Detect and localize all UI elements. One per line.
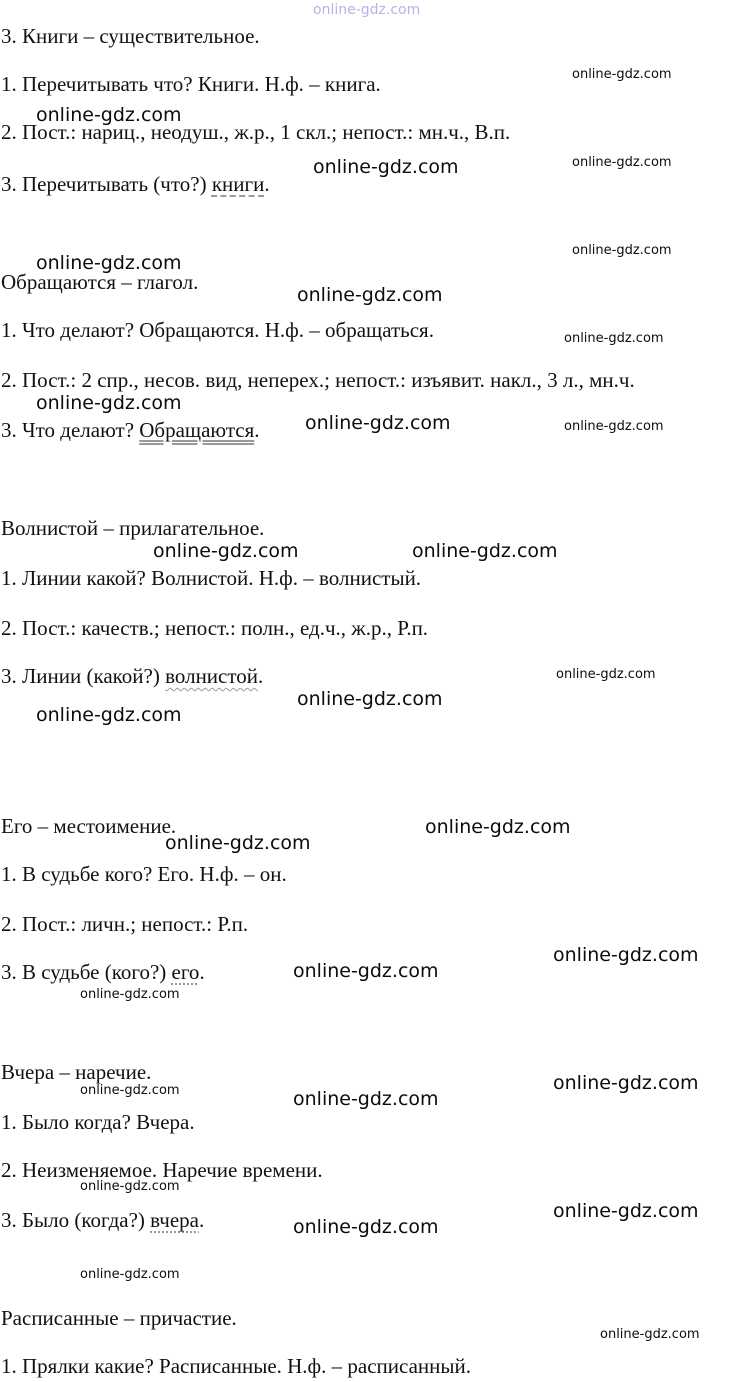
watermark: online-gdz.com xyxy=(80,1179,180,1194)
watermark: online-gdz.com xyxy=(572,243,672,258)
watermark: online-gdz.com xyxy=(80,1267,180,1282)
analysis-line: 1. Прялки какие? Расписанные. Н.ф. – расписанный. xyxy=(1,1354,471,1378)
underlined-word: вчера xyxy=(150,1208,199,1232)
watermark: online-gdz.com xyxy=(36,104,182,126)
watermark: online-gdz.com xyxy=(425,816,571,838)
line-prefix: 3. Было (когда?) xyxy=(1,1208,151,1232)
analysis-line: 2. Пост.: нариц., неодуш., ж.р., 1 скл.; непост.: мн.ч., В.п. xyxy=(1,120,511,144)
watermark: online-gdz.com xyxy=(293,1216,439,1238)
watermark: online-gdz.com xyxy=(412,540,558,562)
underlined-word: книги xyxy=(211,172,265,196)
watermark: online-gdz.com xyxy=(553,944,699,966)
analysis-line: 1. В судьбе кого? Его. Н.ф. – он. xyxy=(1,862,287,886)
analysis-line xyxy=(1,960,205,984)
underlined-word: Обращаются xyxy=(139,418,255,442)
watermark: online-gdz.com xyxy=(297,284,443,306)
line-suffix: . xyxy=(254,418,260,442)
watermark: online-gdz.com xyxy=(553,1200,699,1222)
watermark: online-gdz.com xyxy=(313,2,421,18)
line-suffix: . xyxy=(199,1208,205,1232)
analysis-line xyxy=(1,1208,204,1232)
analysis-line: 2. Неизменяемое. Наречие времени. xyxy=(1,1158,323,1182)
watermark: online-gdz.com xyxy=(564,419,664,434)
watermark: online-gdz.com xyxy=(556,667,656,682)
line-suffix: . xyxy=(264,172,270,196)
watermark: online-gdz.com xyxy=(80,987,180,1002)
analysis-line: 1. Было когда? Вчера. xyxy=(1,1110,195,1134)
watermark: online-gdz.com xyxy=(153,540,299,562)
analysis-line: 2. Пост.: 2 спр., несов. вид, неперех.; непост.: изъявит. накл., 3 л., мн.ч. xyxy=(1,368,635,392)
section-heading: Расписанные – причастие. xyxy=(1,1306,237,1330)
watermark: online-gdz.com xyxy=(313,156,459,178)
watermark: online-gdz.com xyxy=(165,832,311,854)
analysis-line: 1. Перечитывать что? Книги. Н.ф. – книга. xyxy=(1,72,381,96)
analysis-line: 1. Что делают? Обращаются. Н.ф. – обращаться. xyxy=(1,318,434,342)
analysis-line: 2. Пост.: личн.; непост.: Р.п. xyxy=(1,912,249,936)
analysis-line xyxy=(1,418,260,442)
underlined-word: волнистой xyxy=(165,664,259,688)
watermark: online-gdz.com xyxy=(297,688,443,710)
watermark: online-gdz.com xyxy=(553,1072,699,1094)
watermark: online-gdz.com xyxy=(293,1088,439,1110)
watermark: online-gdz.com xyxy=(36,392,182,414)
line-suffix: . xyxy=(258,664,264,688)
section-heading: 3. Книги – существительное. xyxy=(1,24,260,48)
watermark: online-gdz.com xyxy=(600,1327,700,1342)
line-prefix: 3. В судьбе (кого?) xyxy=(1,960,172,984)
line-prefix: 3. Линии (какой?) xyxy=(1,664,166,688)
watermark: online-gdz.com xyxy=(572,155,672,170)
watermark: online-gdz.com xyxy=(80,1083,180,1098)
watermark: online-gdz.com xyxy=(36,252,182,274)
watermark: online-gdz.com xyxy=(572,67,672,82)
watermark: online-gdz.com xyxy=(305,412,451,434)
underlined-word: его xyxy=(171,960,200,984)
section-heading: Вчера – наречие. xyxy=(1,1060,152,1084)
line-prefix: 3. Перечитывать (что?) xyxy=(1,172,212,196)
section-heading: Его – местоимение. xyxy=(1,814,177,838)
watermark: online-gdz.com xyxy=(36,704,182,726)
watermark: online-gdz.com xyxy=(564,331,664,346)
section-heading: Обращаются – глагол. xyxy=(1,270,199,294)
analysis-line: 2. Пост.: качеств.; непост.: полн., ед.ч., ж.р., Р.п. xyxy=(1,616,429,640)
analysis-line: 1. Линии какой? Волнистой. Н.ф. – волнистый. xyxy=(1,566,422,590)
analysis-line xyxy=(1,664,263,688)
line-suffix: . xyxy=(199,960,205,984)
line-prefix: 3. Что делают? xyxy=(1,418,140,442)
section-heading: Волнистой – прилагательное. xyxy=(1,516,265,540)
watermark: online-gdz.com xyxy=(293,960,439,982)
analysis-line xyxy=(1,172,270,196)
